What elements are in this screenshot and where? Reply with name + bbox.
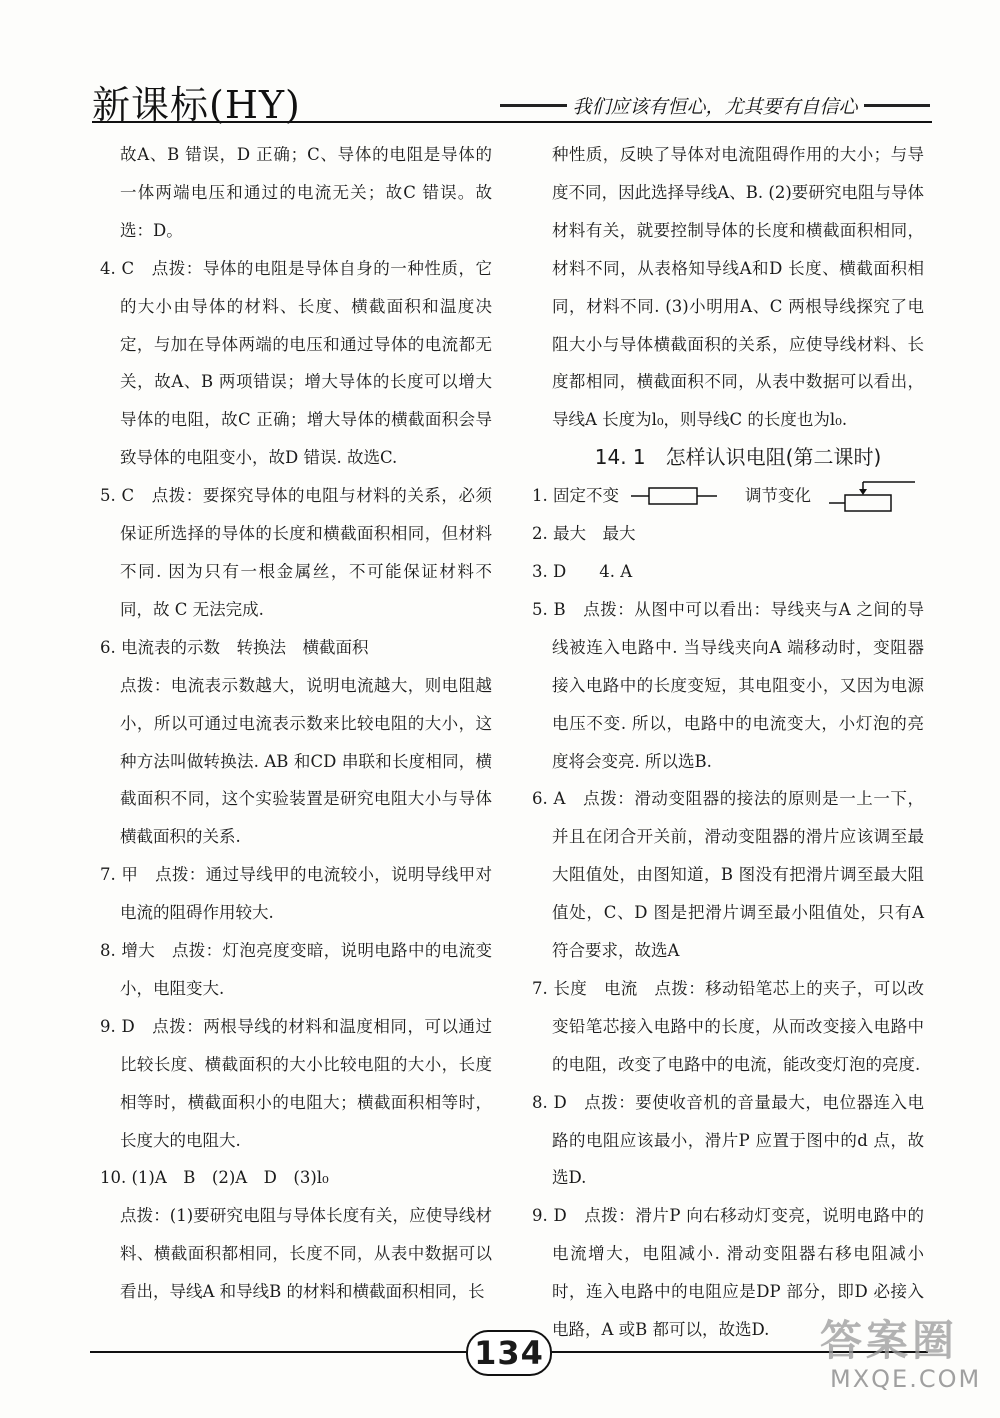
answer-item: 9. D 点拨：两根导线的材料和温度相同，可以通过比较长度、横截面积的大小比较电阻的大小，长度相等时，横截面积小的电阻大；横截面积相等时，长度大的电阻大. bbox=[100, 1016, 492, 1150]
variable-resistor-symbol bbox=[829, 479, 917, 513]
answer-item: 种性质，反映了导体对电流阻碍作用的大小；与导度不同，因此选择导线A、B. (2)要研究电阻与导体材料有关，就要控制导体的长度和横截面积相同，材料不同，从表格知导线A和D 长度、横截面积相同，材料不同. (3)小明用A、C 两根导线探究了电阻大小与导体横截面积的关系，应使导线材料、长度都相同，横截面积不同，从表中数据可以看出，导线A 长度为l₀，则导线C 的长度也为l₀. bbox=[552, 145, 924, 430]
footer-rule-left bbox=[90, 1351, 466, 1353]
watermark-logo bbox=[820, 1318, 990, 1410]
answer-item: 10. (1)A B (2)A D (3)l₀ bbox=[100, 1168, 329, 1188]
answer-item: 点拨：电流表示数越大，说明电流越大，则电阻越小，所以可通过电流表示数来比较电阻的大小，这种方法叫做转换法. AB 和CD 串联和长度相同，横截面积不同，这个实验装置是研究电阻大小与导体横截面积的关系. bbox=[120, 675, 492, 847]
answer-item: 故A、B 错误，D 正确；C、导体的电阻是导体的一体两端电压和通过的电流无关；故C 错误。故选：D。 bbox=[120, 145, 492, 240]
answer-item: 7. 长度 电流 点拨：移动铅笔芯上的夹子，可以改变铅笔芯接入电路中的长度，从而改变接入电路中的电阻，改变了电路中的电流，能改变灯泡的亮度. bbox=[532, 978, 924, 1074]
q1-prefix: 1. 固定不变 bbox=[532, 486, 619, 506]
fixed-resistor-symbol bbox=[631, 484, 717, 508]
answer-item: 8. D 点拨：要使收音机的音量最大，电位器连入电路的电阻应该最小，滑片P 应置于图中的d 点，故选D. bbox=[532, 1092, 924, 1188]
answer-item: 6. 电流表的示数 转换法 横截面积 bbox=[100, 637, 369, 657]
header-motto bbox=[500, 95, 930, 118]
motto-text: 我们应该有恒心，尤其要有自信心 bbox=[572, 95, 858, 118]
answer-item: 8. 增大 点拨：灯泡亮度变暗，说明电路中的电流变小，电阻变大. bbox=[100, 941, 492, 998]
right-column bbox=[532, 136, 924, 1349]
header-rule bbox=[92, 121, 932, 123]
answer-item: 5. B 点拨：从图中可以看出：导线夹与A 之间的导线被连入电路中. 当导线夹向A 端移动时，变阻器接入电路中的长度变短，其电阻变小，又因为电源电压不变. 所以，电路中的电流变大，小灯泡的亮度将会变亮. 所以选B. bbox=[532, 599, 924, 771]
q1-row bbox=[532, 477, 924, 515]
page-number: 134 bbox=[466, 1330, 552, 1376]
answer-item: 7. 甲 点拨：通过导线甲的电流较小，说明导线甲对电流的阻碍作用较大. bbox=[100, 865, 492, 923]
header-title: 新课标(HY) bbox=[92, 83, 301, 127]
answer-item: 2. 最大 最大 bbox=[532, 524, 636, 544]
answer-item: 4. C 点拨：导体的电阻是导体自身的一种性质，它的大小由导体的材料、长度、横截面积和温度决定，与加在导体两端的电压和通过导体的电流都无关，故A、B 两项错误；增大导体的长度可以增大导体的电阻，故C 正确；增大导体的横截面积会导致导体的电阻变小，故D 错误. 故选C. bbox=[100, 258, 492, 468]
answer-item: 6. A 点拨：滑动变阻器的接法的原则是一上一下，并且在闭合开关前，滑动变阻器的滑片应该调至最大阻值处，由图知道，B 图没有把滑片调至最大阻值处，C、D 图是把滑片调至最小阻值处，只有A 符合要求，故选A bbox=[532, 789, 924, 961]
motto-dash-left bbox=[500, 104, 567, 107]
watermark-top: 答案圈 bbox=[820, 1316, 959, 1365]
motto-dash-right bbox=[864, 104, 931, 107]
q1-middle: 调节变化 bbox=[745, 486, 811, 506]
answer-item: 点拨：(1)要研究电阻与导体长度有关，应使导线材料、横截面积都相同，长度不同，从表中数据可以看出，导线A 和导线B 的材料和横截面积相同，长 bbox=[120, 1206, 492, 1302]
answer-item: 5. C 点拨：要探究导体的电阻与材料的关系，必须保证所选择的导体的长度和横截面积相同，但材料不同. 因为只有一根金属丝，不可能保证材料不同，故 C 无法完成. bbox=[100, 486, 492, 619]
watermark-bottom: MXQE.COM bbox=[830, 1365, 982, 1393]
answer-item: 9. D 点拨：滑片P 向右移动灯变亮，说明电路中的电流增大，电阻减小. 滑动变阻器右移电阻减小时，连入电路中的电阻应是DP 部分，即D 必接入电路，A 或B 都可以，故选D. bbox=[532, 1206, 924, 1340]
left-column bbox=[100, 136, 492, 1311]
answer-item: 3. D 4. A bbox=[532, 561, 633, 581]
section-title: 14. 1 怎样认识电阻(第二课时) bbox=[594, 445, 882, 470]
